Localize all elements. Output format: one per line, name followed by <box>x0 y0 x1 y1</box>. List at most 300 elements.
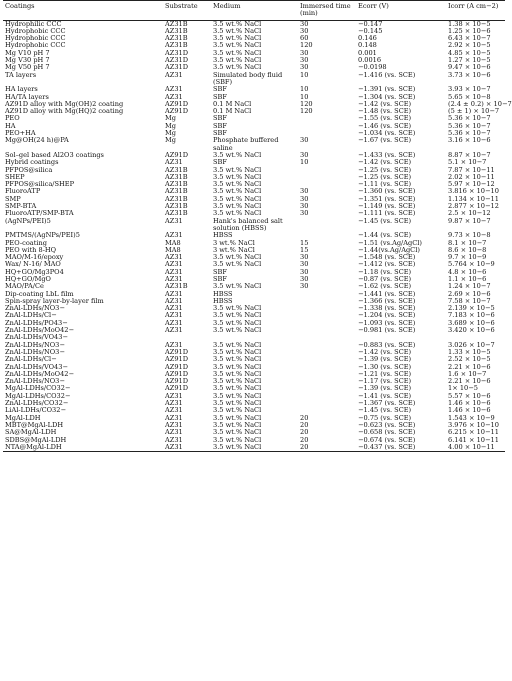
cell-substrate: AZ31 <box>165 253 183 262</box>
table-row <box>3 123 505 130</box>
cell-ecorr: −1.21 (vs. SCE) <box>358 369 412 378</box>
cell-ecorr: −0.0198 <box>358 63 387 72</box>
cell-icorr: 2.52 × 10−5 <box>448 355 491 364</box>
cell-coating: SMP-BTA <box>5 202 37 211</box>
cell-coating: ZnAl-LDHs/NO3− <box>5 304 65 313</box>
cell-coating: ZnAl-LDHs/MoO42− <box>5 369 74 378</box>
cell-icorr: 2.877 × 10−12 <box>448 202 499 211</box>
cell-immersed-time: 120 <box>300 107 313 116</box>
cell-coating: SA@MgAl-LDH <box>5 428 57 437</box>
cell-ecorr: −0.981 (vs. SCE) <box>358 326 416 335</box>
cell-ecorr: 0.0016 <box>358 56 382 65</box>
cell-ecorr: −1.548 (vs. SCE) <box>358 253 416 262</box>
cell-immersed-time: 30 <box>300 267 309 276</box>
cell-ecorr: −1.41 (vs. SCE) <box>358 391 412 400</box>
cell-coating: SHEP <box>5 172 25 181</box>
cell-ecorr: −1.18 (vs. SCE) <box>358 267 412 276</box>
cell-ecorr: −1.42 (vs. SCE) <box>358 347 412 356</box>
cell-coating: Sol–gel based Al2O3 coatings <box>5 150 104 159</box>
cell-icorr: 9.73 × 10−8 <box>448 231 491 240</box>
cell-icorr: (5 ± 1) × 10−7 <box>448 107 500 116</box>
cell-immersed-time: 20 <box>300 428 309 437</box>
cell-substrate: AZ31 <box>165 406 183 415</box>
cell-substrate: Mg <box>165 114 176 123</box>
cell-coating: AZ91D alloy with Mg(OH)2 coating <box>5 99 124 108</box>
cell-icorr: 8.1 × 10−7 <box>448 238 487 247</box>
cell-ecorr: −1.55 (vs. SCE) <box>358 114 412 123</box>
cell-substrate: AZ31 <box>165 216 183 225</box>
cell-medium: 3.5 wt.% NaCl <box>213 202 262 211</box>
cell-coating: Mg V10 pH 7 <box>5 48 50 57</box>
table-row <box>3 218 505 233</box>
cell-ecorr: −0.883 (vs. SCE) <box>358 340 416 349</box>
cell-immersed-time: 20 <box>300 420 309 429</box>
cell-coating: Hydrophobic CCC <box>5 26 66 35</box>
cell-coating: ZnAl-LDHs/NO3− <box>5 377 65 386</box>
cell-medium: 3.5 wt.% NaCl <box>213 420 262 429</box>
cell-substrate: AZ31B <box>165 26 188 35</box>
cell-immersed-time: 20 <box>300 435 309 444</box>
cell-ecorr: −0.147 <box>358 19 383 28</box>
header-substrate: Substrate <box>163 1 211 21</box>
cell-medium: 3.5 wt.% NaCl <box>213 304 262 313</box>
cell-ecorr: −1.304 (vs. SCE) <box>358 92 416 101</box>
cell-immersed-time: 30 <box>300 194 309 203</box>
cell-medium: 3.5 wt.% NaCl <box>213 187 262 196</box>
cell-ecorr: −0.623 (vs. SCE) <box>358 420 416 429</box>
cell-substrate: AZ31 <box>165 267 183 276</box>
cell-ecorr: −0.674 (vs. SCE) <box>358 435 416 444</box>
cell-ecorr: −1.42 (vs. SCE) <box>358 158 412 167</box>
cell-icorr: 5.764 × 10−9 <box>448 260 495 269</box>
cell-substrate: AZ31B <box>165 34 188 43</box>
cell-coating: PEO <box>5 114 20 123</box>
cell-immersed-time: 10 <box>300 158 309 167</box>
cell-immersed-time: 15 <box>300 238 309 247</box>
table-header <box>3 1 505 21</box>
cell-icorr: 4.8 × 10−6 <box>448 267 487 276</box>
cell-immersed-time <box>298 312 356 319</box>
cell-medium: 3.5 wt.% NaCl <box>213 413 262 422</box>
cell-substrate: AZ31 <box>165 296 183 305</box>
cell-medium: 3 wt.% NaCl <box>213 245 255 254</box>
cell-immersed-time <box>298 174 356 181</box>
cell-ecorr: −1.62 (vs. SCE) <box>358 282 412 291</box>
cell-substrate: AZ91D <box>165 355 189 364</box>
cell-ecorr: −0.87 (vs. SCE) <box>358 274 412 283</box>
cell-substrate: AZ91D <box>165 107 189 116</box>
cell-substrate: AZ31B <box>165 209 188 218</box>
cell-substrate: AZ31 <box>165 85 183 94</box>
cell-medium: 3.5 wt.% NaCl <box>213 150 262 159</box>
cell-immersed-time <box>298 327 356 334</box>
cell-immersed-time: 20 <box>298 444 356 452</box>
cell-medium: 3.5 wt.% NaCl <box>213 172 262 181</box>
cell-substrate: AZ31 <box>165 435 183 444</box>
cell-coating: HA <box>5 121 16 130</box>
cell-coating: ZnAl-LDHs/VO43− <box>5 362 68 371</box>
cell-immersed-time: 30 <box>300 187 309 196</box>
cell-substrate: AZ31 <box>165 158 183 167</box>
cell-ecorr: −1.416 (vs. SCE) <box>358 70 416 79</box>
cell-medium: 3.5 wt.% NaCl <box>213 318 262 327</box>
cell-icorr: 6.43 × 10−7 <box>448 34 491 43</box>
cell-substrate: AZ31B <box>165 282 188 291</box>
cell-coating: ZnAl-LDHs/Cl− <box>5 355 57 364</box>
cell-icorr: 1.46 × 10−6 <box>448 399 491 408</box>
cell-coating: Spin-spray layer-by-layer film <box>5 296 104 305</box>
cell-ecorr: −1.44 (vs. SCE) <box>358 231 412 240</box>
cell-coating: HQ+GO/Mg3PO4 <box>5 267 64 276</box>
cell-ecorr: −1.25 (vs. SCE) <box>358 165 412 174</box>
cell-coating: Wax/ N-16/ MAO <box>5 260 61 269</box>
cell-coating: ZnAl-LDHs/NO3− <box>5 340 65 349</box>
cell-icorr: 5.1 × 10−7 <box>448 158 487 167</box>
cell-immersed-time <box>298 320 356 327</box>
cell-icorr: 8.6 × 10−8 <box>448 245 487 254</box>
cell-coating: PEO with 8-HQ <box>5 245 57 254</box>
cell-icorr: 1.38 × 10−5 <box>448 19 491 28</box>
cell-icorr: 2.21 × 10−6 <box>448 362 491 371</box>
cell-immersed-time: 120 <box>300 41 313 50</box>
table-body <box>3 19 512 452</box>
cell-ecorr: −1.51 (vs.Ag/AgCl) <box>358 238 422 247</box>
cell-medium: 3.5 wt.% NaCl <box>213 362 262 371</box>
cell-immersed-time: 10 <box>300 85 309 94</box>
cell-immersed-time: 30 <box>300 56 309 65</box>
cell-immersed-time <box>298 349 356 356</box>
cell-icorr: 2.02 × 10−11 <box>448 172 495 181</box>
cell-coating: ZnAl-LDHs/VO43− <box>5 333 68 342</box>
cell-medium: 3.5 wt.% NaCl <box>211 444 298 452</box>
cell-medium: 3.5 wt.% NaCl <box>213 19 262 28</box>
cell-icorr: 3.816 × 10−10 <box>448 187 499 196</box>
cell-coating: HA layers <box>5 85 38 94</box>
cell-substrate: AZ31 <box>165 318 183 327</box>
cell-ecorr: 0.148 <box>358 41 377 50</box>
cell-medium: 3.5 wt.% NaCl <box>213 34 262 43</box>
cell-ecorr: −1.360 (vs. SCE) <box>358 187 416 196</box>
cell-ecorr: −1.25 (vs. SCE) <box>358 172 412 181</box>
cell-immersed-time <box>298 167 356 174</box>
cell-medium: SBF <box>213 267 227 276</box>
cell-immersed-time: 30 <box>300 202 309 211</box>
cell-coating: Mg V30 pH 7 <box>5 56 50 65</box>
cell-medium: 3.5 wt.% NaCl <box>213 391 262 400</box>
cell-medium: SBF <box>213 158 227 167</box>
cell-immersed-time <box>298 378 356 385</box>
cell-immersed-time <box>298 393 356 400</box>
cell-medium: 3.5 wt.% NaCl <box>213 282 262 291</box>
cell-coating: Hydrophobic CCC <box>5 34 66 43</box>
cell-substrate: AZ31D <box>165 56 189 65</box>
cell-coating: NTA@MgAl-LDH <box>3 444 163 452</box>
cell-icorr: 1.46 × 10−6 <box>448 406 491 415</box>
cell-medium: SBF <box>213 114 227 123</box>
cell-ecorr: −1.204 (vs. SCE) <box>358 311 416 320</box>
cell-medium: SBF <box>213 129 227 138</box>
cell-coating: ZnAl-LDHs/NO3− <box>5 347 65 356</box>
cell-substrate: AZ31 <box>163 444 211 452</box>
cell-medium: 3.5 wt.% NaCl <box>213 209 262 218</box>
cell-immersed-time: 20 <box>300 413 309 422</box>
cell-medium: 3.5 wt.% NaCl <box>213 41 262 50</box>
cell-ecorr: −1.034 (vs. SCE) <box>358 129 416 138</box>
cell-substrate: AZ31 <box>165 274 183 283</box>
cell-medium: Hank's balanced salt solution (HBSS) <box>213 216 283 232</box>
cell-ecorr: −1.366 (vs. SCE) <box>358 296 416 305</box>
cell-coating: MBT@MgAl-LDH <box>5 420 64 429</box>
cell-ecorr: −1.149 (vs. SCE) <box>358 202 416 211</box>
cell-coating: MgAl-LDHs/CO32− <box>5 391 71 400</box>
cell-icorr: 5.57 × 10−6 <box>448 391 491 400</box>
cell-icorr: 5.36 × 10−7 <box>448 121 491 130</box>
cell-medium: 3.5 wt.% NaCl <box>213 326 262 335</box>
cell-medium: 3.5 wt.% NaCl <box>213 340 262 349</box>
cell-coating: ZnAl-LDHs/CO32− <box>5 399 69 408</box>
cell-substrate: AZ31 <box>165 399 183 408</box>
cell-substrate: AZ91D <box>165 377 189 386</box>
cell-ecorr: −0.437 (vs. SCE) <box>356 444 446 452</box>
cell-coating: Mg@OH(24 h)@PA <box>5 136 69 145</box>
cell-medium: 3.5 wt.% NaCl <box>213 26 262 35</box>
cell-coating: PFPOS@silica/SHEP <box>5 180 75 189</box>
header-immersed-time: Immersed time (min) <box>298 1 356 21</box>
cell-medium: 3 wt.% NaCl <box>213 238 255 247</box>
cell-medium: SBF <box>213 121 227 130</box>
cell-medium: 3.5 wt.% NaCl <box>213 311 262 320</box>
cell-coating: AZ91D alloy with Mg(HQ)2 coating <box>5 107 124 116</box>
cell-coating: PEO+HA <box>5 129 36 138</box>
cell-immersed-time <box>298 371 356 378</box>
cell-substrate: AZ31B <box>165 194 188 203</box>
cell-icorr: 1.33 × 10−5 <box>448 347 491 356</box>
cell-icorr: 3.976 × 10−10 <box>448 420 499 429</box>
cell-substrate: AZ31B <box>165 172 188 181</box>
cell-medium: Phosphate buffered saline <box>213 136 279 152</box>
cell-substrate: Mg <box>165 129 176 138</box>
cell-immersed-time: 120 <box>300 99 313 108</box>
cell-ecorr: −1.46 (vs. SCE) <box>358 121 412 130</box>
cell-ecorr: −1.367 (vs. SCE) <box>358 399 416 408</box>
cell-ecorr: −1.17 (vs. SCE) <box>358 377 412 386</box>
cell-medium: 3.5 wt.% NaCl <box>213 56 262 65</box>
cell-substrate: AZ31 <box>165 413 183 422</box>
cell-substrate: AZ31 <box>165 260 183 269</box>
cell-immersed-time: 60 <box>300 34 309 43</box>
table-row <box>3 444 505 452</box>
cell-coating: PFPOS@silica <box>5 165 53 174</box>
table-row <box>3 86 505 93</box>
cell-ecorr: −1.093 (vs. SCE) <box>358 318 416 327</box>
cell-medium: 3.5 wt.% NaCl <box>213 180 262 189</box>
cell-medium: 3.5 wt.% NaCl <box>213 63 262 72</box>
cell-immersed-time <box>298 356 356 363</box>
table-row <box>3 269 505 276</box>
cell-coating: MgAl-LDHs/CO32− <box>5 384 71 393</box>
cell-substrate: AZ91D <box>165 369 189 378</box>
cell-ecorr: −1.433 (vs. SCE) <box>358 150 416 159</box>
cell-substrate: AZ31 <box>165 428 183 437</box>
cell-immersed-time: 30 <box>300 282 309 291</box>
cell-substrate: AZ91D <box>165 362 189 371</box>
cell-coating: ZnAl-LDHs/Cl− <box>5 311 57 320</box>
cell-ecorr: −1.45 (vs. SCE) <box>358 406 412 415</box>
cell-immersed-time <box>298 305 356 312</box>
cell-medium: 3.5 wt.% NaCl <box>213 406 262 415</box>
cell-icorr: 2.69 × 10−6 <box>448 289 491 298</box>
cell-icorr: 1.134 × 10−11 <box>448 194 499 203</box>
cell-immersed-time: 10 <box>300 92 309 101</box>
cell-ecorr: −1.39 (vs. SCE) <box>358 355 412 364</box>
cell-coating: Hydrophobic CCC <box>5 41 66 50</box>
cell-immersed-time <box>298 291 356 298</box>
cell-ecorr: −1.412 (vs. SCE) <box>358 260 416 269</box>
cell-substrate: AZ31B <box>165 165 188 174</box>
header-icorr: Icorr (A cm−2) <box>446 1 505 21</box>
coatings-table <box>3 0 512 452</box>
cell-immersed-time <box>298 218 356 233</box>
cell-icorr: 1.25 × 10−6 <box>448 26 491 35</box>
cell-ecorr: −1.391 (vs. SCE) <box>358 85 416 94</box>
cell-medium: 0.1 M NaCl <box>213 99 252 108</box>
cell-medium: 3.5 wt.% NaCl <box>213 435 262 444</box>
cell-immersed-time <box>298 123 356 130</box>
cell-icorr: 2.139 × 10−5 <box>448 304 495 313</box>
cell-icorr: 2.21 × 10−6 <box>448 377 491 386</box>
cell-coating: HA/TA layers <box>5 92 49 101</box>
cell-coating: FluoroATP/SMP-BTA <box>5 209 74 218</box>
cell-icorr: 7.58 × 10−7 <box>448 296 491 305</box>
cell-ecorr: −0.658 (vs. SCE) <box>358 428 416 437</box>
cell-coating: MAO/PA/Ce <box>5 282 44 291</box>
cell-ecorr: 0.001 <box>358 48 377 57</box>
cell-medium: SBF <box>213 274 227 283</box>
cell-icorr: 1.1 × 10−6 <box>448 274 487 283</box>
cell-icorr: 6.141 × 10−11 <box>448 435 499 444</box>
cell-substrate: AZ31B <box>165 19 188 28</box>
cell-icorr: 1.543 × 10−9 <box>448 413 495 422</box>
cell-coating: Dip-coating LbL film <box>5 289 74 298</box>
cell-coating: HQ+GO/MgO <box>5 274 51 283</box>
cell-coating: MgAl-LDH <box>5 413 41 422</box>
cell-medium: 3.5 wt.% NaCl <box>213 428 262 437</box>
cell-substrate: AZ31 <box>165 340 183 349</box>
cell-substrate: AZ31 <box>165 92 183 101</box>
cell-substrate: MA8 <box>165 238 181 247</box>
cell-substrate: AZ91D <box>165 150 189 159</box>
cell-medium: HBSS <box>213 296 233 305</box>
cell-icorr: 5.36 × 10−7 <box>448 114 491 123</box>
header-row <box>3 1 505 21</box>
table-row <box>3 327 505 334</box>
cell-ecorr: −1.338 (vs. SCE) <box>358 304 416 313</box>
cell-icorr: 4.00 × 10−11 <box>446 444 505 452</box>
cell-icorr: (2.4 ± 0.2) × 10−7 <box>448 99 512 108</box>
header-ecorr: Ecorr (V) <box>356 1 446 21</box>
cell-medium: 3.5 wt.% NaCl <box>213 384 262 393</box>
cell-medium: 3.5 wt.% NaCl <box>213 260 262 269</box>
cell-icorr: 6.215 × 10−11 <box>448 428 499 437</box>
cell-icorr: 1.27 × 10−5 <box>448 56 491 65</box>
cell-immersed-time <box>298 385 356 392</box>
cell-icorr: 3.73 × 10−6 <box>448 70 491 79</box>
cell-substrate: AZ31 <box>165 70 183 79</box>
cell-icorr: 1.6 × 10−7 <box>448 369 487 378</box>
cell-medium: HBSS <box>213 231 233 240</box>
cell-substrate: AZ31 <box>165 311 183 320</box>
cell-immersed-time: 15 <box>300 245 309 254</box>
cell-medium: 3.5 wt.% NaCl <box>213 253 262 262</box>
cell-ecorr: −1.48 (vs. SCE) <box>358 107 412 116</box>
cell-immersed-time <box>298 364 356 371</box>
cell-immersed-time: 30 <box>300 274 309 283</box>
cell-medium: 3.5 wt.% NaCl <box>213 355 262 364</box>
cell-immersed-time: 30 <box>300 48 309 57</box>
cell-substrate: AZ31 <box>165 326 183 335</box>
cell-icorr: 1.24 × 10−7 <box>448 282 491 291</box>
cell-substrate: AZ31B <box>165 202 188 211</box>
cell-medium: HBSS <box>213 289 233 298</box>
cell-ecorr: −0.145 <box>358 26 383 35</box>
table-row <box>3 108 505 115</box>
cell-immersed-time <box>298 115 356 122</box>
cell-icorr: 7.87 × 10−11 <box>448 165 495 174</box>
cell-immersed-time: 10 <box>300 70 309 79</box>
cell-substrate: AZ31D <box>165 48 189 57</box>
cell-substrate: MA8 <box>165 245 181 254</box>
cell-icorr: 3.026 × 10−7 <box>448 340 495 349</box>
cell-icorr: 2.5 × 10−12 <box>448 209 491 218</box>
cell-medium: 0.1 M NaCl <box>213 107 252 116</box>
cell-icorr: 3.689 × 10−6 <box>448 318 495 327</box>
cell-medium: 3.5 wt.% NaCl <box>213 347 262 356</box>
cell-icorr: 7.183 × 10−6 <box>448 311 495 320</box>
cell-substrate: AZ91D <box>165 347 189 356</box>
cell-icorr: 5.65 × 10−8 <box>448 92 491 101</box>
cell-coating: Hydrophilic CCC <box>5 19 62 28</box>
cell-icorr: 5.97 × 10−12 <box>448 180 495 189</box>
cell-icorr: 4.85 × 10−5 <box>448 48 491 57</box>
cell-substrate: AZ31B <box>165 41 188 50</box>
cell-immersed-time: 30 <box>300 19 309 28</box>
header-coatings: Coatings <box>3 1 163 21</box>
cell-substrate: AZ31 <box>165 391 183 400</box>
cell-substrate: AZ31 <box>165 231 183 240</box>
cell-ecorr: −1.44(vs.Ag/AgCl) <box>358 245 420 254</box>
cell-substrate: AZ91D <box>165 99 189 108</box>
cell-medium: 3.5 wt.% NaCl <box>213 399 262 408</box>
cell-immersed-time: 30 <box>300 209 309 218</box>
cell-icorr: 9.47 × 10−6 <box>448 63 491 72</box>
cell-ecorr: −1.111 (vs. SCE) <box>358 209 416 218</box>
cell-immersed-time: 30 <box>300 260 309 269</box>
cell-substrate: Mg <box>165 121 176 130</box>
cell-substrate: AZ91D <box>165 384 189 393</box>
cell-coating: (AgNPs/PEI)5 <box>5 216 51 225</box>
cell-ecorr: −1.42 (vs. SCE) <box>358 99 412 108</box>
cell-medium: 3.5 wt.% NaCl <box>213 194 262 203</box>
cell-medium: 3.5 wt.% NaCl <box>213 165 262 174</box>
cell-substrate: AZ31 <box>165 289 183 298</box>
cell-immersed-time: 30 <box>300 26 309 35</box>
cell-icorr: 2.92 × 10−5 <box>448 41 491 50</box>
cell-medium: 3.5 wt.% NaCl <box>213 377 262 386</box>
cell-immersed-time: 30 <box>300 136 309 145</box>
cell-medium: SBF <box>213 92 227 101</box>
cell-substrate: AZ31B <box>165 180 188 189</box>
table-row <box>3 115 505 122</box>
